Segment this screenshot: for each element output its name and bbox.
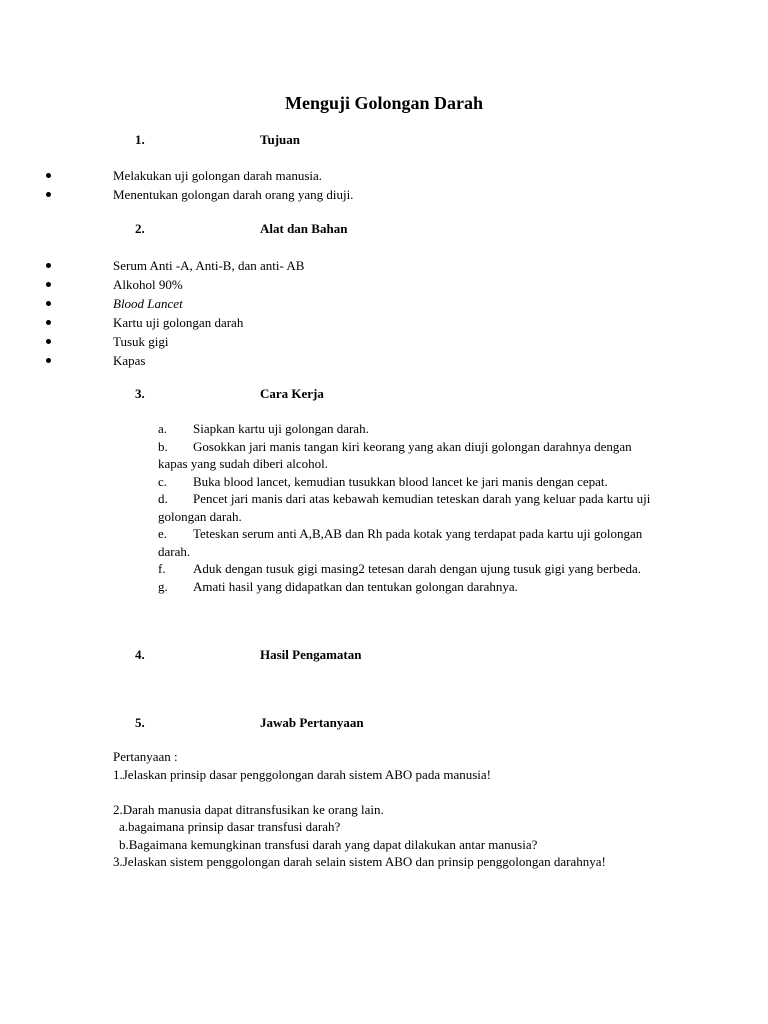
- step-item: [158, 525, 658, 560]
- bullet-icon: [46, 173, 51, 178]
- list-item-text: Menentukan golongan darah orang yang diuji.: [113, 187, 354, 202]
- section-number: 3.: [135, 386, 145, 401]
- section-number: 4.: [135, 647, 145, 662]
- section-title: Tujuan: [260, 132, 300, 147]
- list-item-text: Alkohol 90%: [113, 277, 183, 292]
- bullet-icon: [46, 339, 51, 344]
- step-letter: a.: [158, 421, 168, 436]
- list-item-text: Kartu uji golongan darah: [113, 315, 244, 330]
- step-letter: c.: [158, 473, 168, 489]
- step-item: [158, 560, 658, 578]
- questions-label: Pertanyaan :: [113, 749, 178, 764]
- list-item-text: Melakukan uji golongan darah manusia.: [113, 168, 323, 183]
- step-letter: f.: [158, 561, 166, 576]
- step-item: [158, 473, 658, 491]
- step-text: Pencet jari manis dari atas kebawah kemudian teteskan darah yang keluar pada kartu uji golongan darah.: [158, 491, 651, 524]
- bullet-icon: [46, 320, 51, 325]
- step-text: Teteskan serum anti A,B,AB dan Rh pada kotak yang terdapat pada kartu uji golongan darah.: [158, 526, 643, 559]
- step-letter: b.: [158, 438, 168, 454]
- step-text: Buka blood lancet, kemudian tusukkan blood lancet ke jari manis dengan cepat.: [193, 473, 608, 489]
- cara-kerja-steps: [158, 420, 658, 595]
- step-letter: g.: [158, 578, 168, 594]
- questions-block: [113, 748, 633, 871]
- section-title: Cara Kerja: [260, 386, 324, 401]
- bullet-icon: [46, 263, 51, 268]
- bullet-icon: [46, 282, 51, 287]
- bullet-icon: [46, 192, 51, 197]
- page-title: Menguji Golongan Darah: [284, 93, 484, 113]
- list-item-text: Kapas: [113, 353, 146, 368]
- question-3: 3.Jelaskan sistem penggolongan darah selain sistem ABO dan prinsip penggolongan darahnya!: [113, 854, 606, 869]
- question-1: 1.Jelaskan prinsip dasar penggolongan darah sistem ABO pada manusia!: [113, 766, 491, 782]
- step-item: [158, 420, 658, 438]
- section-title: Hasil Pengamatan: [260, 647, 362, 662]
- step-text: Aduk dengan tusuk gigi masing2 tetesan darah dengan ujung tusuk gigi yang berbeda.: [193, 561, 642, 576]
- step-item: [158, 578, 658, 596]
- step-letter: d.: [158, 491, 168, 506]
- question-2: 2.Darah manusia dapat ditransfusikan ke orang lain.: [113, 801, 384, 817]
- question-2b: b.Bagaimana kemungkinan transfusi darah yang dapat dilakukan antar manusia?: [119, 836, 538, 852]
- question-2a: a.bagaimana prinsip dasar transfusi darah?: [119, 819, 341, 834]
- section-title: Jawab Pertanyaan: [260, 715, 364, 730]
- step-item: [158, 438, 658, 473]
- step-text: Amati hasil yang didapatkan dan tentukan golongan darahnya.: [193, 578, 518, 594]
- bullet-icon: [46, 301, 51, 306]
- list-item-text: Blood Lancet: [113, 296, 183, 311]
- section-number: 1.: [135, 132, 145, 147]
- step-item: [158, 490, 658, 525]
- section-title: Alat dan Bahan: [260, 221, 348, 236]
- spacer: [113, 783, 633, 801]
- list-item-text: Tusuk gigi: [113, 334, 169, 349]
- section-number: 5.: [135, 715, 145, 730]
- step-text: Siapkan kartu uji golongan darah.: [193, 421, 369, 436]
- bullet-icon: [46, 358, 51, 363]
- step-letter: e.: [158, 526, 168, 541]
- step-text: Gosokkan jari manis tangan kiri keorang yang akan diuji golongan darahnya dengan kapas yang sudah diberi alcohol.: [158, 438, 632, 471]
- section-number: 2.: [135, 221, 145, 236]
- list-item-text: Serum Anti -A, Anti-B, dan anti- AB: [113, 258, 305, 273]
